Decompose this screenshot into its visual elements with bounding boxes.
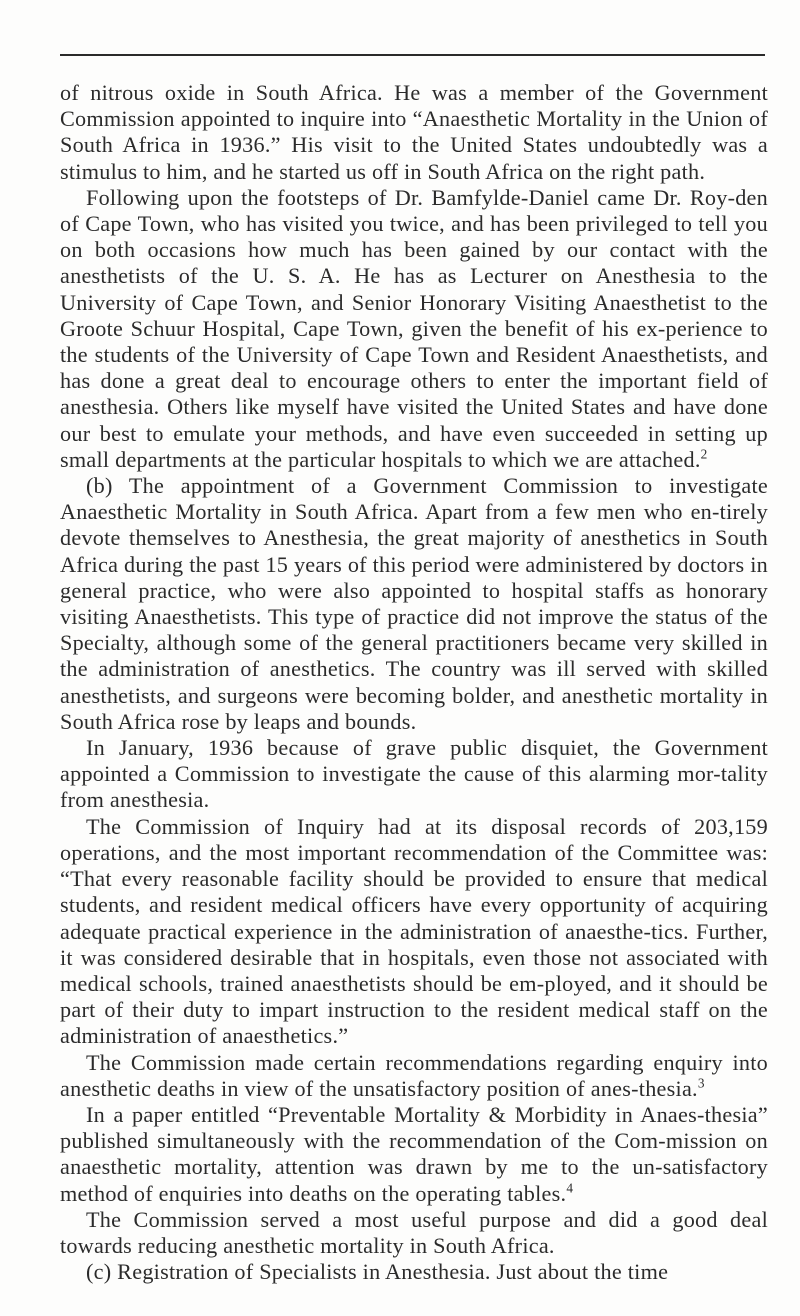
footnote-marker: 2 [700, 446, 708, 462]
body-text [60, 80, 768, 1285]
footnote-marker: 4 [566, 1180, 574, 1196]
paragraph-5: The Commission of Inquiry had at its disposal records of 203,159 operations, and the most important recommendation of the Committee was: “That every reasonable facility should be provided to ensure that medical students, and resident medical officers have every opportunity of acquiring adequate practical experience in the administration of anaesthe-tics. Further, it was considered desirable that in hospitals, even those not associated with medical schools, trained anaesthetists should be em-ployed, and it should be part of their duty to impart instruction to the resident medical staff on the administration of anaesthetics.” [60, 813, 768, 1049]
paragraph-3: (b) The appointment of a Government Commission to investigate Anaesthetic Mortality in South Africa. Apart from a few men who en-tirely devote themselves to Anesthesia, the great majority of anesthetics in South Africa during the past 15 years of this period were administered by doctors in general practice, who were also appointed to hospital staffs as honorary visiting Anaesthetists. This type of practice did not improve the status of the Specialty, although some of the general practitioners became very skilled in the administration of anesthetics. The country was ill served with skilled anesthetists, and surgeons were becoming bolder, and anesthetic mortality in South Africa rose by leaps and bounds. [60, 473, 768, 734]
footnote-marker: 3 [697, 1075, 705, 1091]
paragraph-9: (c) Registration of Specialists in Anesthesia. Just about the time [86, 1259, 669, 1285]
paragraph-6: The Commission made certain recommendations regarding enquiry into anesthetic deaths in view of the unsatisfactory position of anes-thesia.$^3$ [60, 1049, 768, 1101]
paragraph-1: of nitrous oxide in South Africa. He was a member of the Government Commission appointed to inquire into “Anaesthetic Mortality in the Union of South Africa in 1936.” His visit to the United States undoubtedly was a stimulus to him, and he started us off in South Africa on the right path. [60, 80, 768, 184]
paragraph-7: In a paper entitled “Preventable Mortality & Morbidity in Anaes-thesia” published simultaneously with the recommendation of the Com-mission on anaesthetic mortality, attention was drawn by me to the un-satisfactory method of enquiries into deaths on the operating tables.$^4$ [60, 1101, 768, 1206]
paragraph-8: The Commission served a most useful purpose and did a good deal towards reducing anesthetic mortality in South Africa. [60, 1206, 768, 1258]
paragraph-4: In January, 1936 because of grave public disquiet, the Government appointed a Commission to investigate the cause of this alarming mor-tality from anesthesia. [60, 735, 768, 813]
top-rule [60, 54, 765, 56]
paragraph-2: Following upon the footsteps of Dr. Bamfylde-Daniel came Dr. Roy-den of Cape Town, who has visited you twice, and has been privileged to tell you on both occasions how much has been gained by our contact with the anesthetists of the U. S. A. He has as Lecturer on Anesthesia to the University of Cape Town, and Senior Honorary Visiting Anaesthetist to the Groote Schuur Hospital, Cape Town, given the benefit of his ex-perience to the students of the University of Cape Town and Resident Anaesthetists, and has done a great deal to encourage others to enter the important field of anesthesia. Others like myself have visited the United States and have done our best to emulate your methods, and have even succeeded in setting up small departments at the particular hospitals to which we are attached.$^2$ [60, 184, 768, 472]
